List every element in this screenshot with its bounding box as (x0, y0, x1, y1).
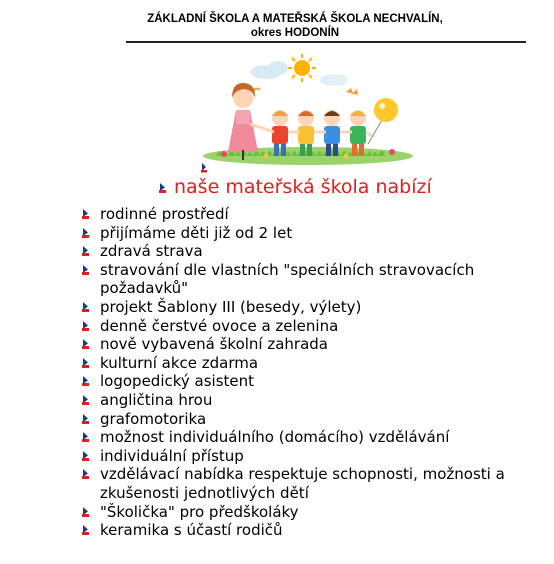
list-item-text: "Školička" pro předškoláky (100, 502, 299, 521)
arrow-bullet-icon (81, 395, 91, 405)
arrow-bullet-icon (200, 163, 210, 173)
list-item-text: rodinné prostředí (100, 205, 229, 223)
list-item (81, 391, 521, 410)
offer-heading (158, 176, 432, 198)
list-item-text: stravování dle vlastních "speciálních stravovacích požadavků" (100, 260, 475, 298)
arrow-bullet-icon (81, 358, 91, 368)
arrow-bullet-icon (81, 469, 91, 479)
arrow-bullet-icon (81, 246, 91, 256)
list-item-text: vzdělávací nabídka respektuje schopnosti, možnosti a zkušenosti jednotlivých dětí (100, 465, 505, 502)
list-item (81, 242, 521, 261)
arrow-bullet-icon (81, 414, 91, 424)
list-item-text: zdravá strava (100, 242, 203, 261)
list-item-text: individuální přístup (100, 446, 244, 465)
arrow-bullet-icon (158, 183, 168, 193)
header-divider (126, 41, 526, 43)
list-item-text: nově vybavená školní zahrada (100, 335, 328, 354)
list-item-text: projekt Šablony III (besedy, výlety) (100, 297, 362, 316)
list-item (81, 224, 521, 243)
list-item-text: angličtina hrou (100, 390, 213, 409)
list-item (81, 317, 521, 336)
list-item-text: grafomotorika (100, 409, 207, 428)
arrow-bullet-icon (81, 376, 91, 386)
list-item-text: keramika s účastí rodičů (100, 521, 283, 540)
offer-heading-text: naše mateřská škola nabízí (174, 176, 432, 198)
arrow-bullet-icon (81, 507, 91, 517)
list-item (81, 447, 521, 466)
arrow-bullet-icon (81, 525, 91, 535)
list-item (81, 335, 521, 354)
list-item (81, 261, 521, 298)
arrow-bullet-icon (81, 209, 91, 219)
list-item (81, 410, 521, 429)
school-district: okres HODONÍN (250, 27, 340, 39)
arrow-bullet-icon (81, 321, 91, 331)
arrow-bullet-icon (81, 302, 91, 312)
school-header (130, 12, 460, 40)
arrow-bullet-icon (81, 265, 91, 275)
list-item (81, 298, 521, 317)
list-item-text: přijímáme děti již od 2 let (100, 223, 293, 242)
list-item-text: denně čerstvé ovoce a zelenina (100, 316, 339, 335)
list-item-text: kulturní akce zdarma (100, 353, 259, 372)
arrow-bullet-icon (81, 228, 91, 238)
list-item (81, 428, 521, 447)
arrow-bullet-icon (81, 432, 91, 442)
list-item-text: možnost individuálního (domácího) vzdělávání (100, 428, 450, 447)
list-item (81, 465, 521, 502)
list-item (81, 503, 521, 522)
list-item (81, 521, 521, 540)
arrow-bullet-icon (81, 339, 91, 349)
arrow-bullet-icon (81, 451, 91, 461)
list-item-text: logopedický asistent (100, 372, 255, 391)
offer-list (81, 205, 521, 540)
children-holding-hands-illustration (196, 52, 418, 167)
list-item (81, 372, 521, 391)
list-item (81, 354, 521, 373)
list-item (81, 205, 521, 224)
school-name: ZÁKLADNÍ ŠKOLA A MATEŘSKÁ ŠKOLA NECHVALÍN, (147, 13, 443, 25)
